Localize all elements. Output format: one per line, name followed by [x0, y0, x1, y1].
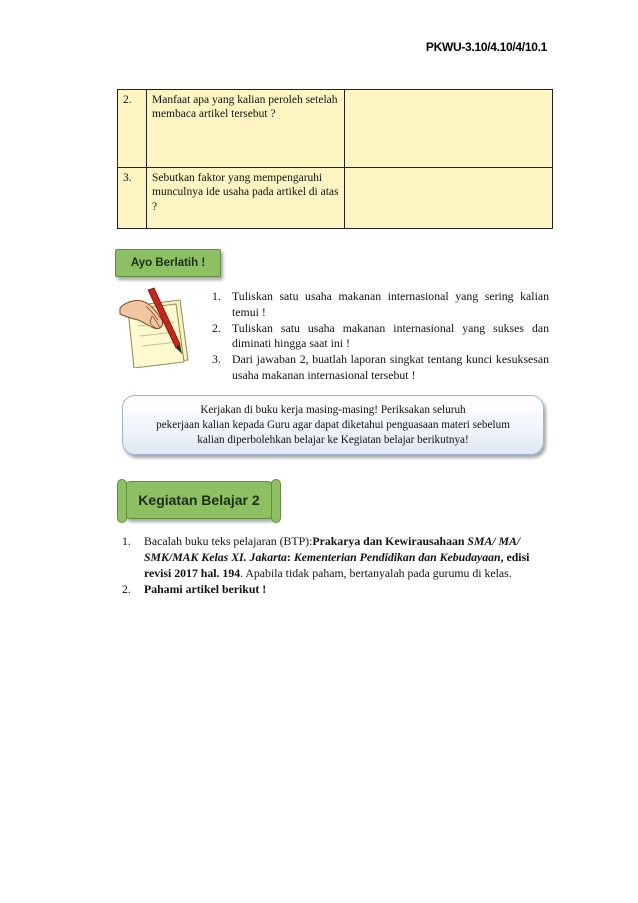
question-cell: Sebutkan faktor yang mempengaruhi munculnya ide usaha pada artikel di atas ? — [147, 168, 345, 229]
document-code: PKWU-3.10/4.10/4/10.1 — [425, 40, 547, 54]
publisher: Kementerian Pendidikan dan Kebudayaan — [293, 550, 501, 565]
hand-writing-icon — [118, 286, 196, 368]
book-title: Prakarya dan Kewirausahaan — [312, 534, 468, 548]
item-number: 3. — [212, 352, 221, 367]
note-line: kalian diperbolehkan belajar ke Kegiatan belajar berikutnya! — [197, 433, 469, 446]
item-number: 2. — [212, 320, 221, 335]
list-item — [122, 581, 554, 597]
instruction-note — [122, 395, 544, 455]
list-item — [122, 533, 554, 581]
table-row — [118, 90, 553, 168]
table-row — [118, 168, 553, 229]
list-item — [212, 321, 549, 353]
row-number: 2. — [118, 90, 147, 168]
note-line: pekerjaan kalian kepada Guru agar dapat diketahui penguasaan materi sebelum — [156, 418, 510, 431]
question-cell: Manfaat apa yang kalian peroleh setelah membaca artikel tersebut ? — [147, 90, 345, 168]
item-number: 1. — [122, 534, 131, 548]
separator: : — [286, 550, 294, 565]
item-text: Tuliskan satu usaha makanan internasional yang sering kalian temui ! — [232, 289, 549, 319]
practice-tab: Ayo Berlatih ! — [115, 249, 221, 277]
item-text: Dari jawaban 2, buatlah laporan singkat tentang kunci kesuksesan usaha makanan internasional tersebut ! — [232, 352, 549, 382]
item-number: 2. — [122, 582, 131, 597]
item-number: 1. — [212, 289, 221, 303]
activity-tab: Kegiatan Belajar 2 — [122, 481, 276, 519]
item-text: Pahami artikel berikut ! — [144, 582, 267, 597]
list-item — [212, 352, 549, 384]
list-item — [212, 289, 549, 321]
book-level: SMA/ MA/ SMK/MAK Kelas XI. Jakarta — [144, 534, 521, 565]
answer-cell[interactable] — [345, 90, 553, 168]
question-table — [117, 89, 553, 229]
answer-cell[interactable] — [345, 168, 553, 229]
note-line: Kerjakan di buku kerja masing-masing! Periksakan seluruh — [200, 404, 466, 416]
practice-task-list — [212, 289, 549, 384]
edition: , edisi revisi 2017 hal. 194 — [144, 550, 530, 581]
step-tail: . Apabila tidak paham, bertanyalah pada gurumu di kelas. — [240, 566, 512, 581]
step-intro: Bacalah buku teks pelajaran (BTP): — [144, 534, 313, 548]
row-number: 3. — [118, 168, 147, 229]
item-text: Tuliskan satu usaha makanan internasional yang sukses dan diminati hingga saat ini ! — [232, 320, 549, 351]
activity-step-list — [122, 533, 554, 597]
